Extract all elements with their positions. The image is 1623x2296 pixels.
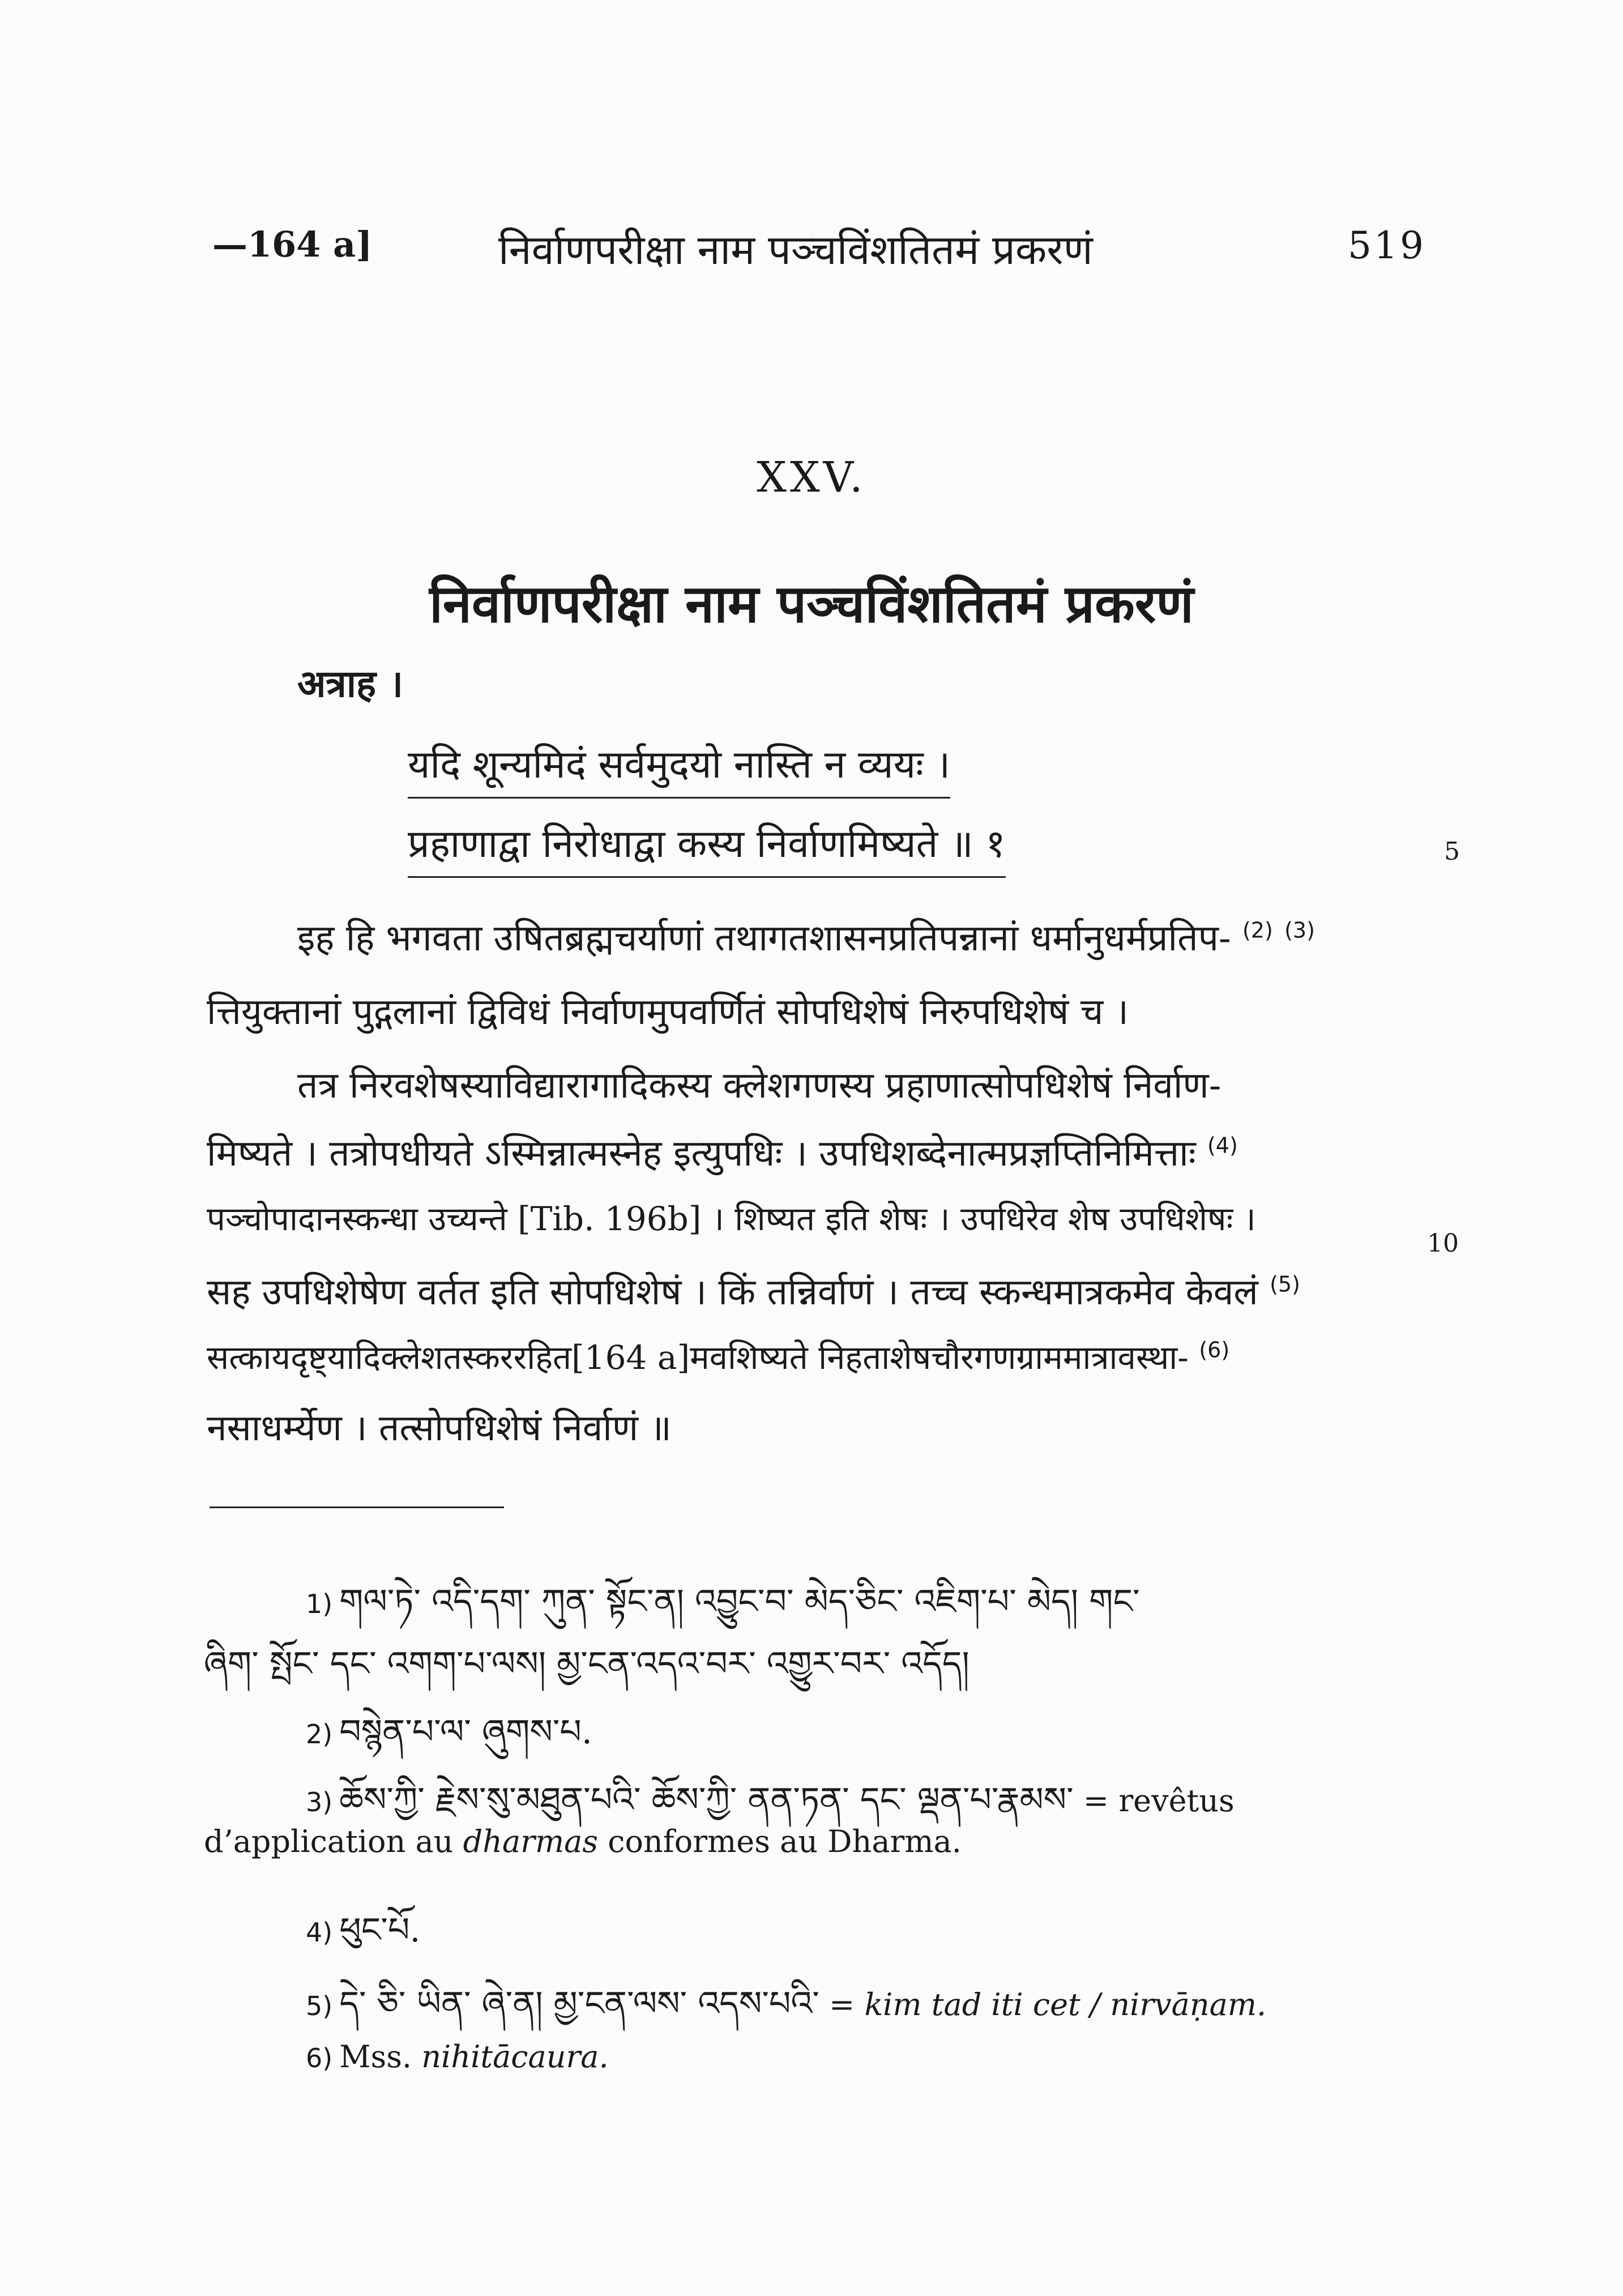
footnote-number: 1) (306, 1589, 333, 1619)
note-ref-6: (6) (1199, 1337, 1230, 1363)
footnote-italic: dharmas (463, 1824, 599, 1859)
body-line-1 (297, 912, 1315, 961)
footnote-3-continued (204, 1824, 962, 1859)
footnote-number: 6) (306, 2043, 333, 2073)
page-number: 519 (1348, 224, 1426, 267)
body-line-2: त्तियुक्तानां पुद्गलानां द्विविधं निर्वाणमुपवर्णितं सोपधिशेषं निरुपधिशेषं च । (207, 991, 1129, 1033)
body-line-text: सत्कायदृष्ट्यादिक्लेशतस्कररहित[164 a]मवशिष्यते निहताशेषचौरगणग्राममात्रावस्था- (207, 1338, 1189, 1377)
footnote-tibetan: དེ་ ཅི་ ཡིན་ ཞེ་ན། མྱ་ངན་ལས་ འདས་པའི་ (339, 1984, 819, 2024)
body-line-3: तत्र निरवशेषस्याविद्यारागादिकस्य क्लेशगणस्य प्रहाणात्सोपधिशेषं निर्वाण- (297, 1065, 1221, 1107)
running-header-folio: —164 a] (212, 224, 373, 265)
footnote-text: Mss. (339, 2039, 422, 2075)
running-header-title: निर्वाणपरीक्षा नाम पञ्चविंशतितमं प्रकरणं (498, 226, 1093, 274)
footnote-italic: nihitācaura. (421, 2039, 609, 2075)
note-ref-2: (2) (1242, 917, 1273, 943)
body-line-6 (207, 1266, 1300, 1315)
footnote-translation: = revêtus (1083, 1783, 1235, 1819)
line-number-5: 5 (1444, 837, 1460, 866)
footnote-tibetan: གལ་ཏེ་ འདི་དག་ ཀུན་ སྟོང་ན། འབྱུང་བ་ མེད་ཅིང་ འཇིག་པ་ མེད། གང་ (339, 1582, 1140, 1621)
footnote-tibetan: བསྙེན་པ་ལ་ ཞུགས་པ. (339, 1712, 592, 1752)
note-ref-5: (5) (1270, 1271, 1300, 1297)
footnote-text: d’application au (204, 1824, 463, 1859)
note-ref-3: (3) (1284, 917, 1315, 943)
footnote-6 (306, 2039, 609, 2075)
footnote-tibetan: ཆོས་ཀྱི་ རྗེས་སུ་མཐུན་པའི་ ཆོས་ཀྱི་ ནན་ཏན་ དང་ ལྡན་པ་རྣམས་ (339, 1780, 1074, 1820)
footnote-number: 2) (306, 1719, 333, 1749)
footnote-text: conformes au Dharma. (598, 1824, 962, 1859)
body-line-text: इह हि भगवता उषितब्रह्मचर्याणां तथागतशासनप्रतिपन्नानां धर्मानुधर्मप्रतिप- (297, 917, 1231, 959)
footnote-tibetan: ཞིག་ སྤོང་ དང་ འགག་པ་ལས། མྱ་ངན་འདའ་བར་ འགྱུར་བར་ འདོད། (204, 1644, 969, 1684)
body-line-7 (207, 1334, 1229, 1379)
body-line-text: सह उपधिशेषेण वर्तत इति सोपधिशेषं । किं तन्निर्वाणं । तच्च स्कन्धमात्रकमेव केवलं (207, 1271, 1258, 1313)
chapter-number: XXV. (757, 453, 866, 502)
footnote-separator (210, 1507, 504, 1508)
body-line-4 (207, 1127, 1238, 1176)
footnote-number: 4) (306, 1917, 333, 1948)
body-line-text: मिष्यते । तत्रोपधीयते ऽस्मिन्नात्मस्नेह इत्युपधिः । उपधिशब्देनात्मप्रज्ञप्तिनिमित्ताः (207, 1133, 1196, 1175)
footnote-number: 3) (306, 1787, 333, 1817)
body-line-8: नसाधर्म्येण । तत्सोपधिशेषं निर्वाणं ॥ (207, 1407, 672, 1449)
note-ref-4: (4) (1207, 1133, 1238, 1158)
line-number-10: 10 (1427, 1229, 1459, 1258)
footnote-number: 5) (306, 1991, 333, 2021)
footnote-tibetan: ཕུང་པོ. (339, 1910, 421, 1950)
intro-phrase: अत्राह । (297, 662, 403, 706)
verse-line-2: प्रहाणाद्वा निरोधाद्वा कस्य निर्वाणमिष्यते ॥ १ (408, 816, 1006, 878)
footnote-translation: = kim tad iti cet / nirvāṇam. (829, 1987, 1267, 2022)
chapter-title: निर्वाणपरीक्षा नाम पञ्चविंशतितमं प्रकरणं (429, 573, 1194, 634)
verse-line-1: यदि शून्यमिदं सर्वमुदयो नास्ति न व्ययः । (408, 736, 950, 799)
body-line-5: पञ्चोपादानस्कन्धा उच्यन्ते [Tib. 196b] । शिष्यत इति शेषः । उपधिरेव शेष उपधिशेषः । (207, 1200, 1256, 1238)
